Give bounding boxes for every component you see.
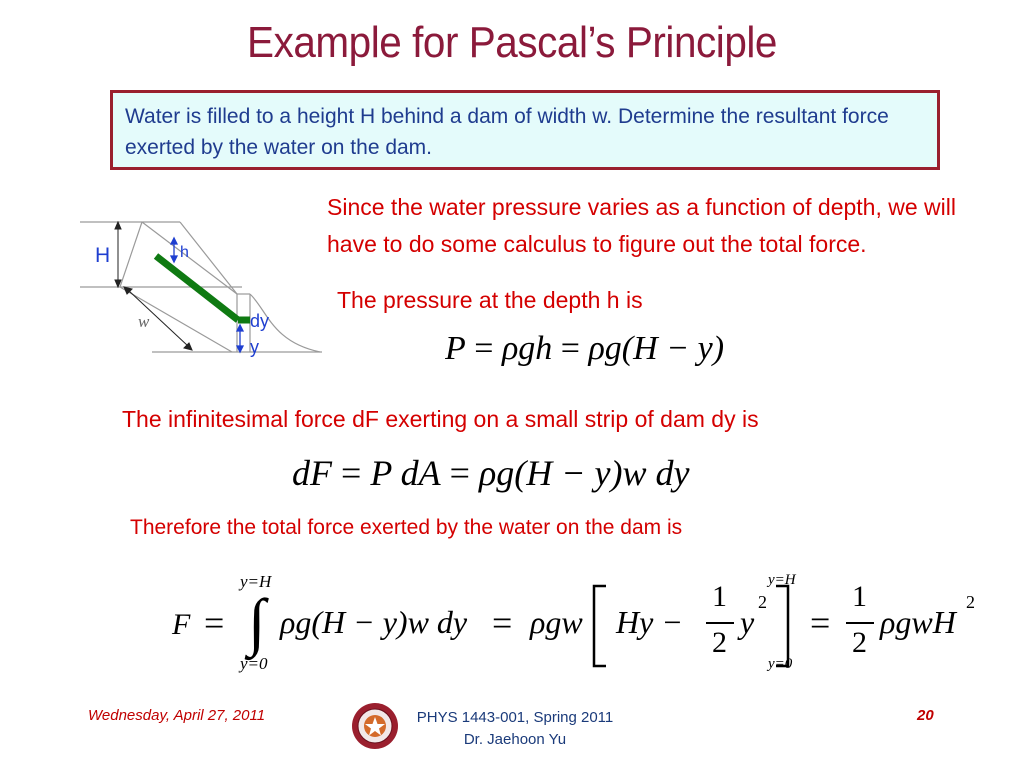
eq3-equals-2: =	[492, 603, 513, 643]
eq2-part2: ρg(H − y)w dy	[478, 453, 690, 493]
slide-title: Example for Pascal’s Principle	[247, 18, 777, 67]
eq3-frac-num: 1	[712, 580, 727, 613]
eq3-bracket-lower: y=0	[768, 656, 793, 672]
footer-course-info	[400, 707, 630, 751]
footer-course: PHYS 1443-001, Spring 2011	[416, 709, 614, 726]
label-h: h	[180, 244, 189, 261]
eq3-bracket-upper: y=H	[768, 572, 796, 588]
integral-sign: ∫	[248, 586, 266, 657]
page-number: 20	[917, 707, 934, 724]
eq3-rhs-den: 2	[852, 626, 867, 659]
eq3-middle-c-sup: 2	[758, 592, 767, 612]
eq3-equals: =	[204, 603, 225, 643]
eq3-frac-bar	[706, 622, 734, 624]
eq3-rhs-num: 1	[852, 580, 867, 613]
eq3-integrand: ρg(H − y)w dy	[280, 604, 468, 640]
total-force-equation	[170, 570, 985, 680]
footer-date: Wednesday, April 27, 2011	[88, 707, 266, 724]
label-y: y	[250, 337, 259, 357]
footer-instructor: Dr. Jaehoon Yu	[463, 731, 567, 748]
infinitesimal-force-text: The infinitesimal force dF exerting on a small strip of dam dy is	[122, 406, 759, 432]
problem-statement-text: Water is filled to a height H behind a dam of width w. Determine the resultant force exerted by the water on the dam.	[125, 105, 889, 159]
dam-diagram	[72, 212, 324, 362]
force-element-equation: dF = P dA = ρg(H − y)w dy	[292, 453, 690, 493]
pressure-equation: P = ρgh = ρg(H − y)	[445, 330, 725, 367]
eq3-lower-limit: y=0	[240, 654, 268, 673]
label-dy: dy	[250, 311, 270, 331]
eq3-middle-b: Hy −	[616, 604, 683, 640]
eq1-part2: ρg(H − y)	[588, 330, 725, 367]
problem-statement-box	[110, 90, 940, 170]
eq3-upper-limit: y=H	[240, 572, 272, 591]
eq3-middle-a: ρgw	[530, 604, 583, 640]
eq3-rhs-sup: 2	[966, 592, 975, 612]
eq3-rhs-bar	[846, 622, 874, 624]
label-H: H	[95, 244, 111, 267]
eq3-frac-den: 2	[712, 626, 727, 659]
eq3-rhs-rest: ρgwH	[880, 604, 956, 640]
eq2-part1: P dA	[370, 453, 441, 493]
left-bracket	[590, 584, 610, 668]
label-w: w	[138, 312, 150, 331]
eq1-lhs: P	[445, 330, 466, 367]
eq3-equals-3: =	[810, 603, 831, 643]
eq3-lhs: F	[172, 608, 191, 641]
eq2-lhs: dF	[292, 453, 332, 493]
total-force-text: Therefore the total force exerted by the water on the dam is	[130, 516, 683, 539]
eq1-part1: ρgh	[501, 330, 553, 367]
explanation-paragraph: Since the water pressure varies as a function of depth, we will have to do some calculus to figure out the total force.	[327, 194, 956, 257]
eq3-middle-c: y	[740, 604, 755, 640]
pressure-depth-text: The pressure at the depth h is	[337, 287, 643, 313]
university-seal-icon	[350, 701, 400, 751]
